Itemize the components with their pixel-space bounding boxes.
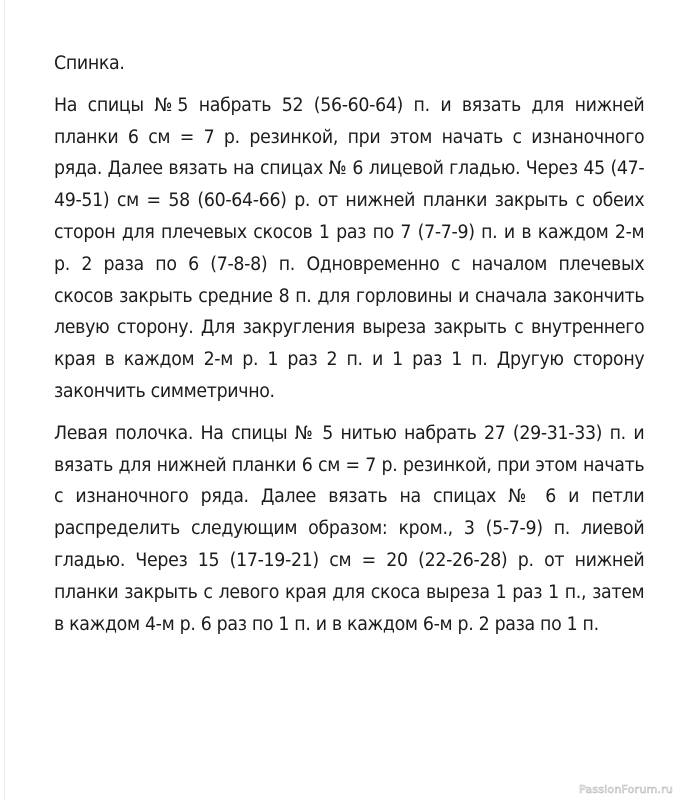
- paragraph-back: На спицы №5 набрать 52 (56-60-64) п. и вязать для нижней планки 6 см = 7 р. резинкой, при этом начать с изнаночного ряда. Далее вязать на спицах № 6 лицевой гладью. Через 45 (47-49-51) см = 58 (60-64-66) р. от нижней планки закрыть с обеих сторон для плечевых скосов 1 раз по 7 (7-7-9) п. и в каждом 2-м р. 2 раза по 6 (7-8-8) п. Одновременно с началом плечевых скосов закрыть средние 8 п. для горловины и сначала закончить левую сторону. Для закругления выреза закрыть с внутреннего края в каждом 2-м р. 1 раз 2 п. и 1 раз 1 п. Другую сторону закончить симметрично.: [54, 94, 645, 402]
- section-heading: Спинка.: [54, 53, 125, 74]
- watermark: PassionForum.ru: [579, 783, 673, 796]
- paragraph-left-front: Левая полочка. На спицы № 5 нитью набрать 27 (29-31-33) п. и вязать для нижней планки 6 см = 7 р. резинкой, при этом начать с изнаночного ряда. Далее вязать на спицах № 6 и петли распределить следующим образом: кром., 3 (5-7-9) п. лиевой гладью. Через 15 (17-19-21) см = 20 (22-26-28) р. от нижней планки закрыть с левого края для скоса выреза 1 раз 1 п., затем в каждом 4-м р. 6 раз по 1 п. и в каждом 6-м р. 2 раза по 1 п.: [54, 422, 645, 635]
- page-border: [4, 0, 5, 800]
- document-body: [54, 48, 644, 650]
